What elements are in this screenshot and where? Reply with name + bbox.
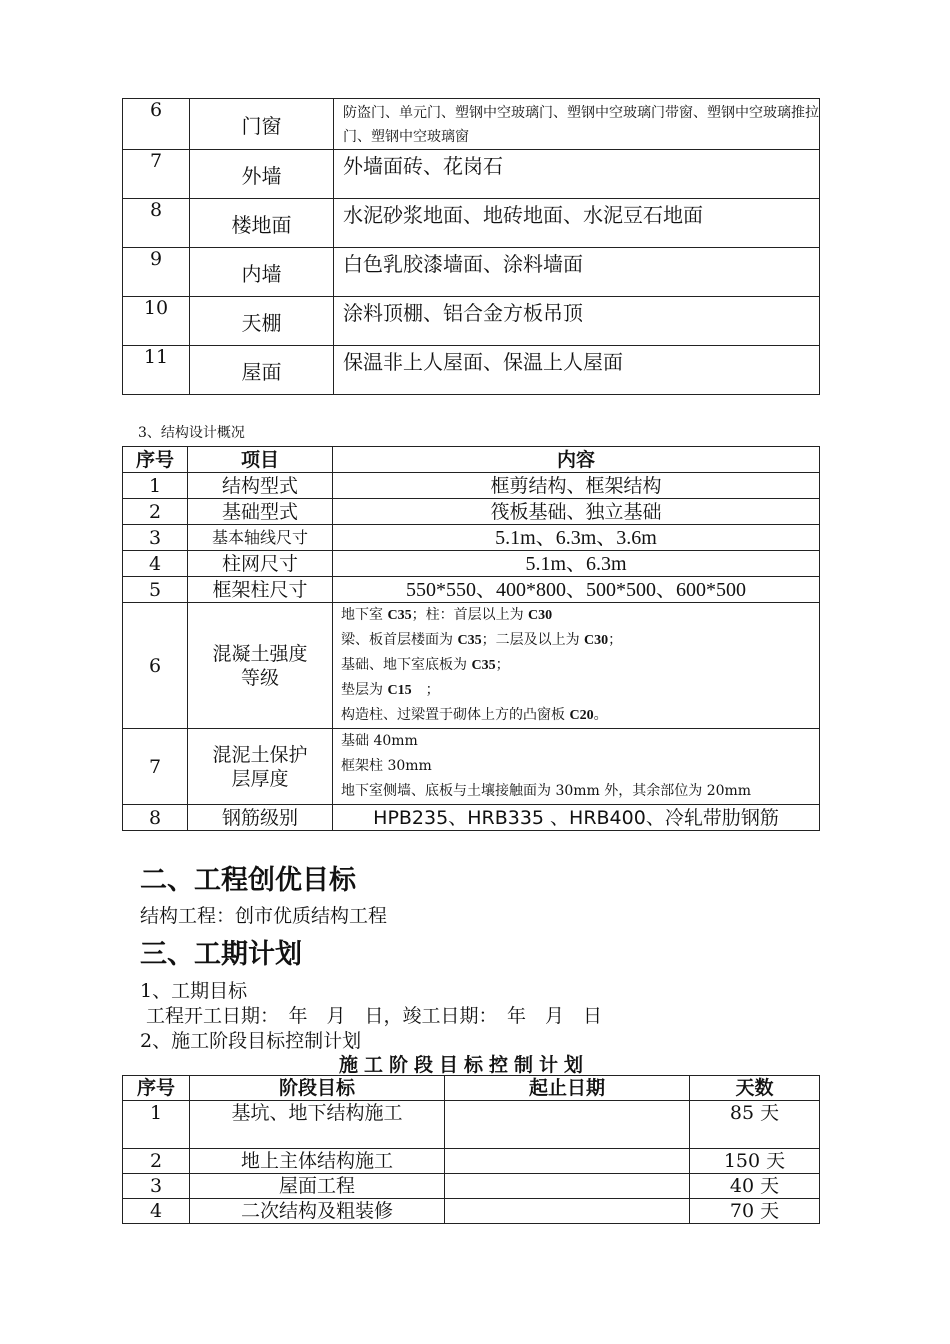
grade: C30: [584, 633, 609, 648]
row-content: 白色乳胶漆墙面、涂料墙面: [334, 248, 820, 297]
text: 基础、地下室底板为: [341, 657, 472, 673]
table-row: [123, 99, 820, 150]
row-item: [188, 603, 333, 729]
table-row: [123, 1174, 820, 1199]
cover-thickness-content: [333, 729, 820, 805]
grade: C35: [471, 658, 496, 673]
subheading: 1、工期目标: [140, 980, 248, 1002]
row-days: 85 天: [690, 1101, 820, 1149]
content-line: [341, 653, 819, 678]
row-content: 涂料顶棚、铝合金方板吊顶: [334, 297, 820, 346]
row-item: 天棚: [190, 297, 334, 346]
row-number: 7: [123, 150, 190, 199]
row-item-line: 混凝土强度: [212, 642, 308, 665]
content-line: 基础 40mm: [341, 733, 418, 749]
finish-table: [122, 98, 820, 395]
content-line: [341, 603, 819, 628]
table-row: [123, 499, 820, 525]
table-row: [123, 1149, 820, 1174]
row-number: 3: [123, 525, 188, 551]
row-dates: [445, 1174, 690, 1199]
table-row: [123, 729, 820, 805]
row-number: 3: [123, 1174, 190, 1199]
schedule-dates: 工程开工日期： 年 月 日，竣工日期： 年 月 日: [146, 1005, 603, 1027]
row-item: 基本轴线尺寸: [188, 525, 333, 551]
header-stage: 阶段目标: [190, 1076, 445, 1101]
content-line: [341, 678, 819, 703]
row-item: 柱网尺寸: [188, 551, 333, 577]
row-item: 框架柱尺寸: [188, 577, 333, 603]
row-number: 6: [123, 603, 188, 729]
text: ；柱：首层以上为: [411, 607, 529, 623]
header-dates: 起止日期: [445, 1076, 690, 1101]
row-item: 钢筋级别: [188, 805, 333, 831]
row-content: 水泥砂浆地面、地砖地面、水泥豆石地面: [334, 199, 820, 248]
table-row: [123, 346, 820, 395]
text: ；: [608, 632, 623, 648]
grade: C30: [528, 608, 553, 623]
table-row: [123, 199, 820, 248]
row-number: 6: [123, 99, 190, 150]
row-number: 8: [123, 805, 188, 831]
section-heading: 二、工程创优目标: [140, 865, 356, 896]
table-row: [123, 473, 820, 499]
row-item: 基础型式: [188, 499, 333, 525]
table-row: [123, 1101, 820, 1149]
row-item: 外墙: [190, 150, 334, 199]
row-number: 1: [123, 473, 188, 499]
header-days: 天数: [690, 1076, 820, 1101]
row-number: 2: [123, 499, 188, 525]
row-content: 保温非上人屋面、保温上人屋面: [334, 346, 820, 395]
row-stage: 二次结构及粗装修: [190, 1199, 445, 1224]
grade: C15: [387, 683, 412, 698]
row-number: 9: [123, 248, 190, 297]
table-header-row: [123, 1076, 820, 1101]
row-item: 门窗: [190, 99, 334, 150]
table-row: [123, 525, 820, 551]
row-number: 10: [123, 297, 190, 346]
table-row: [123, 577, 820, 603]
row-days: 150 天: [690, 1149, 820, 1174]
text: 构造柱、过梁置于砌体上方的凸窗板: [341, 707, 570, 723]
header-content: 内容: [333, 447, 820, 473]
content-line: 框架柱 30mm: [341, 758, 432, 774]
section-heading: 三、工期计划: [140, 939, 302, 970]
text: ；: [495, 657, 510, 673]
row-stage: 屋面工程: [190, 1174, 445, 1199]
content-line: [341, 703, 819, 728]
row-item-line: 混泥土保护: [212, 743, 308, 766]
header-item: 项目: [188, 447, 333, 473]
row-dates: [445, 1199, 690, 1224]
grade: C35: [387, 608, 412, 623]
row-content: 防盗门、单元门、塑钢中空玻璃门、塑钢中空玻璃门带窗、塑钢中空玻璃推拉门、塑钢中空玻璃窗: [334, 99, 820, 150]
table-header-row: [123, 447, 820, 473]
structure-table: [122, 446, 820, 831]
row-item: 屋面: [190, 346, 334, 395]
text: ；: [411, 682, 440, 698]
row-number: 4: [123, 1199, 190, 1224]
row-number: 7: [123, 729, 188, 805]
grade: C20: [569, 708, 594, 723]
row-item: [188, 729, 333, 805]
row-days: 70 天: [690, 1199, 820, 1224]
table-row: [123, 551, 820, 577]
table-row: [123, 297, 820, 346]
text: 地下室: [341, 607, 388, 623]
row-dates: [445, 1149, 690, 1174]
row-content: 5.1m、6.3m、3.6m: [333, 525, 820, 551]
row-content: 框剪结构、框架结构: [333, 473, 820, 499]
content-line: [341, 628, 819, 653]
subheading: 2、施工阶段目标控制计划: [140, 1030, 362, 1052]
row-stage: 基坑、地下结构施工: [190, 1101, 445, 1149]
row-number: 8: [123, 199, 190, 248]
schedule-table: [122, 1075, 820, 1224]
table-row: [123, 248, 820, 297]
text: ；二层及以上为: [481, 632, 585, 648]
header-number: 序号: [123, 447, 188, 473]
table-row: [123, 150, 820, 199]
row-content: 550*550、400*800、500*500、600*500: [333, 577, 820, 603]
row-number: 1: [123, 1101, 190, 1149]
text: 。: [593, 707, 608, 723]
concrete-grade-content: [333, 603, 820, 729]
row-content: 外墙面砖、花岗石: [334, 150, 820, 199]
row-number: 11: [123, 346, 190, 395]
grade: C35: [457, 633, 482, 648]
row-number: 2: [123, 1149, 190, 1174]
row-number: 4: [123, 551, 188, 577]
row-dates: [445, 1101, 690, 1149]
section-text: 结构工程：创市优质结构工程: [140, 905, 388, 927]
table-row: [123, 1199, 820, 1224]
row-item: 内墙: [190, 248, 334, 297]
row-item: 楼地面: [190, 199, 334, 248]
text: 垫层为: [341, 682, 388, 698]
row-days: 40 天: [690, 1174, 820, 1199]
structure-caption: 3、结构设计概况: [138, 425, 245, 441]
row-number: 5: [123, 577, 188, 603]
content-line: 地下室侧墙、底板与土壤接触面为 30mm 外，其余部位为 20mm: [341, 783, 752, 799]
header-number: 序号: [123, 1076, 190, 1101]
row-item-line: 层厚度: [231, 767, 289, 790]
schedule-title: 施工阶段目标控制计划: [339, 1054, 590, 1076]
table-row: [123, 805, 820, 831]
table-row: [123, 603, 820, 729]
row-content: 5.1m、6.3m: [333, 551, 820, 577]
row-item: 结构型式: [188, 473, 333, 499]
row-content: HPB235、HRB335 、HRB400、冷轧带肋钢筋: [333, 805, 820, 831]
row-item-line: 等级: [240, 666, 279, 689]
text: 梁、板首层楼面为: [341, 632, 458, 648]
row-stage: 地上主体结构施工: [190, 1149, 445, 1174]
row-content: 筏板基础、独立基础: [333, 499, 820, 525]
